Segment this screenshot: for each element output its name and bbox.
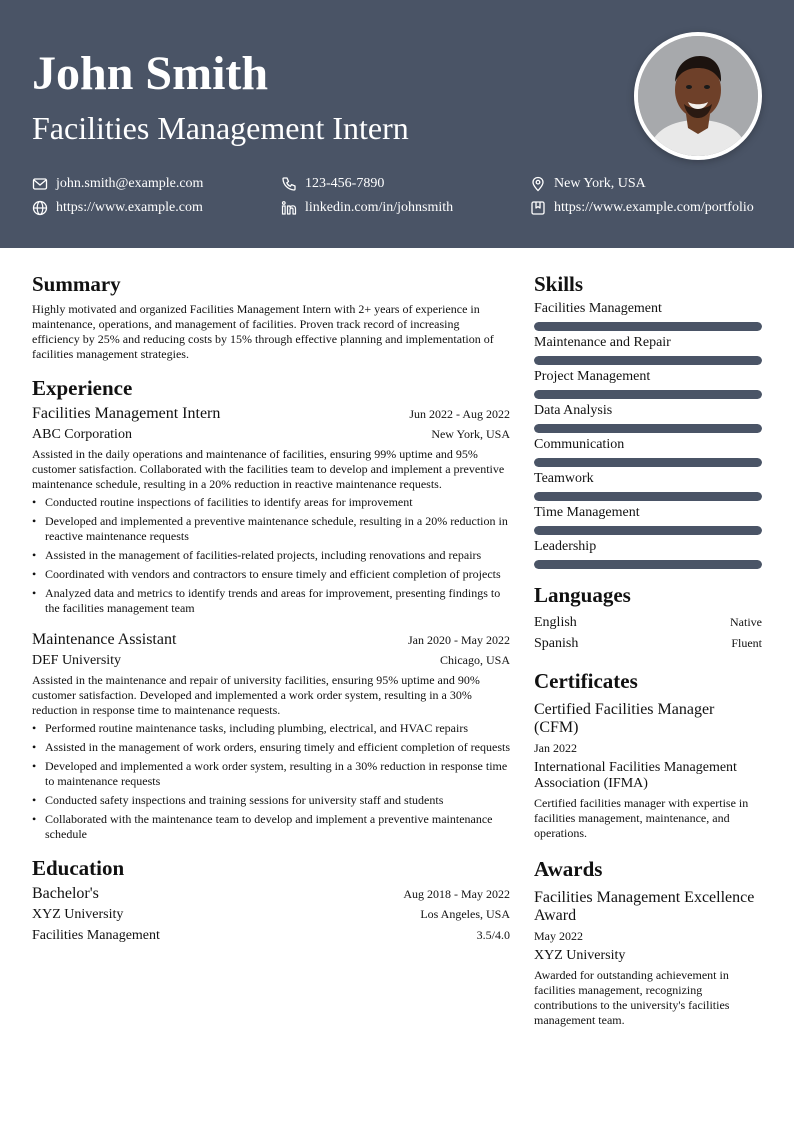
job-description: Assisted in the daily operations and maintenance of facilities, ensuring 99% uptime and 95% customer satisfaction. Collaborated with the facilities team to develop and implement a preventive maintenance schedule, resulting in a 20% reduction in reactive maintenance requests. — [32, 447, 505, 491]
main-column — [32, 272, 510, 960]
candidate-name: John Smith — [32, 47, 269, 100]
job-dates: Jun 2022 - Aug 2022 — [409, 407, 510, 421]
language-item — [534, 634, 762, 653]
job-entry — [32, 630, 510, 842]
job-bullets — [32, 495, 510, 616]
awards-heading: Awards — [534, 857, 603, 881]
summary-heading: Summary — [32, 272, 121, 296]
skill-item — [534, 470, 762, 501]
skill-name: Teamwork — [534, 471, 594, 486]
resume-header — [0, 0, 794, 248]
phone-icon — [281, 176, 297, 192]
job-location: Chicago, USA — [440, 653, 510, 667]
certificate-description: Certified facilities manager with expertise in facilities management, maintenance, and operations. — [534, 796, 749, 840]
field-of-study: Facilities Management — [32, 928, 160, 943]
job-company: ABC Corporation — [32, 427, 132, 442]
languages-section — [534, 583, 762, 653]
skills-list — [534, 300, 762, 569]
skill-level-fill — [534, 356, 762, 365]
summary-text: Highly motivated and organized Facilities Management Intern with 2+ years of experience in maintenance, operations, and management of facilities. Proven track record of increasing efficiency by 25% and reducing costs by 15% through effective planning and implementation of facilities management strategies. — [32, 302, 494, 361]
list-item: • Developed and implemented a work order system, resulting in a 30% reduction in response time to maintenance requests — [32, 759, 510, 789]
phone-text: 123-456-7890 — [305, 176, 385, 191]
job-bullets — [32, 721, 510, 842]
job-entry — [32, 404, 510, 616]
experience-heading: Experience — [32, 376, 133, 400]
education-heading: Education — [32, 856, 125, 880]
language-item — [534, 613, 762, 632]
degree: Bachelor's — [32, 885, 99, 902]
education-location: Los Angeles, USA — [420, 907, 510, 921]
summary-section — [32, 272, 510, 362]
skill-level-bar — [534, 390, 762, 399]
skill-level-fill — [534, 390, 762, 399]
list-item: • Collaborated with the maintenance team to develop and implement a preventive maintenance schedule — [32, 812, 510, 842]
language-level: Native — [730, 615, 762, 629]
contact-email[interactable] — [32, 175, 203, 193]
website-text: https://www.example.com — [56, 200, 203, 215]
skill-item — [534, 402, 762, 433]
school: XYZ University — [32, 907, 124, 922]
gpa: 3.5/4.0 — [476, 928, 510, 942]
job-dates: Jan 2020 - May 2022 — [408, 633, 510, 647]
education-dates: Aug 2018 - May 2022 — [403, 887, 510, 901]
languages-heading: Languages — [534, 583, 631, 607]
list-item: • Analyzed data and metrics to identify trends and areas for improvement, presenting findings to the facilities management team — [32, 586, 510, 616]
list-item: • Developed and implemented a preventive maintenance schedule, resulting in a 20% reduction in reactive maintenance requests — [32, 514, 510, 544]
profile-photo — [634, 32, 762, 160]
skill-level-bar — [534, 458, 762, 467]
map-pin-icon — [530, 176, 546, 192]
language-name: English — [534, 615, 577, 630]
skill-level-bar — [534, 322, 762, 331]
experience-section — [32, 376, 510, 842]
contact-linkedin[interactable] — [281, 199, 453, 217]
skill-name: Leadership — [534, 539, 597, 554]
skill-level-bar — [534, 560, 762, 569]
skill-name: Maintenance and Repair — [534, 335, 671, 350]
job-company: DEF University — [32, 653, 122, 668]
skill-item — [534, 334, 762, 365]
skill-item — [534, 368, 762, 399]
globe-icon — [32, 200, 48, 216]
language-name: Spanish — [534, 636, 579, 651]
education-section — [32, 856, 510, 946]
award-title: Facilities Management Excellence Award — [534, 889, 755, 924]
skill-level-bar — [534, 492, 762, 501]
skill-name: Project Management — [534, 369, 651, 384]
skill-name: Facilities Management — [534, 301, 662, 316]
language-level: Fluent — [731, 636, 762, 650]
linkedin-icon — [281, 200, 297, 216]
award-issuer: XYZ University — [534, 948, 626, 963]
list-item: • Conducted safety inspections and training sessions for university staff and students — [32, 793, 510, 808]
list-item: • Assisted in the management of facilities-related projects, including renovations and repairs — [32, 548, 510, 563]
job-location: New York, USA — [431, 427, 510, 441]
certificates-section — [534, 669, 762, 841]
contact-website[interactable] — [32, 199, 203, 217]
job-title: Maintenance Assistant — [32, 631, 177, 648]
skill-item — [534, 300, 762, 331]
award-description: Awarded for outstanding achievement in facilities management, recognizing contributions to the university's facilities management team. — [534, 968, 730, 1027]
skill-name: Data Analysis — [534, 403, 613, 418]
awards-section — [534, 857, 762, 1028]
skill-item — [534, 436, 762, 467]
candidate-title: Facilities Management Intern — [32, 110, 409, 146]
certificate-issuer: International Facilities Management Association (IFMA) — [534, 760, 737, 791]
certificate-date: Jan 2022 — [534, 741, 577, 755]
skill-level-bar — [534, 526, 762, 535]
list-item: • Conducted routine inspections of facilities to identify areas for improvement — [32, 495, 510, 510]
skill-item — [534, 504, 762, 535]
job-title: Facilities Management Intern — [32, 405, 221, 422]
contact-location — [530, 175, 646, 193]
portfolio-text: https://www.example.com/portfolio — [554, 200, 754, 215]
linkedin-text: linkedin.com/in/johnsmith — [305, 200, 454, 215]
job-description: Assisted in the maintenance and repair of university facilities, ensuring 95% uptime and 90% customer satisfaction. Developed and implemented a work order system, resulting in a 30% reduction in response time to maintenance requests. — [32, 673, 480, 717]
email-text: john.smith@example.com — [56, 176, 204, 191]
skill-level-bar — [534, 356, 762, 365]
list-item: • Assisted in the management of work orders, ensuring timely and efficient completion of requests — [32, 740, 510, 755]
list-item: • Coordinated with vendors and contractors to ensure timely and efficient completion of projects — [32, 567, 510, 582]
skill-item — [534, 538, 762, 569]
skill-level-fill — [534, 526, 762, 535]
certificates-heading: Certificates — [534, 669, 638, 693]
skill-level-fill — [534, 492, 762, 501]
skill-level-fill — [534, 560, 762, 569]
contact-phone[interactable] — [281, 175, 384, 193]
skill-level-fill — [534, 458, 762, 467]
person-portrait-icon — [638, 36, 758, 156]
certificate-title: Certified Facilities Manager (CFM) — [534, 701, 715, 736]
list-item: • Performed routine maintenance tasks, including plumbing, electrical, and HVAC repairs — [32, 721, 510, 736]
skill-name: Time Management — [534, 505, 640, 520]
mail-icon — [32, 176, 48, 192]
skill-level-bar — [534, 424, 762, 433]
award-date: May 2022 — [534, 929, 583, 943]
skill-name: Communication — [534, 437, 625, 452]
skills-section — [534, 272, 762, 569]
side-column — [534, 272, 762, 1042]
contact-portfolio[interactable] — [530, 199, 754, 217]
skill-level-fill — [534, 424, 762, 433]
location-text: New York, USA — [554, 176, 646, 191]
portfolio-icon — [530, 200, 546, 216]
skill-level-fill — [534, 322, 762, 331]
skills-heading: Skills — [534, 272, 584, 296]
